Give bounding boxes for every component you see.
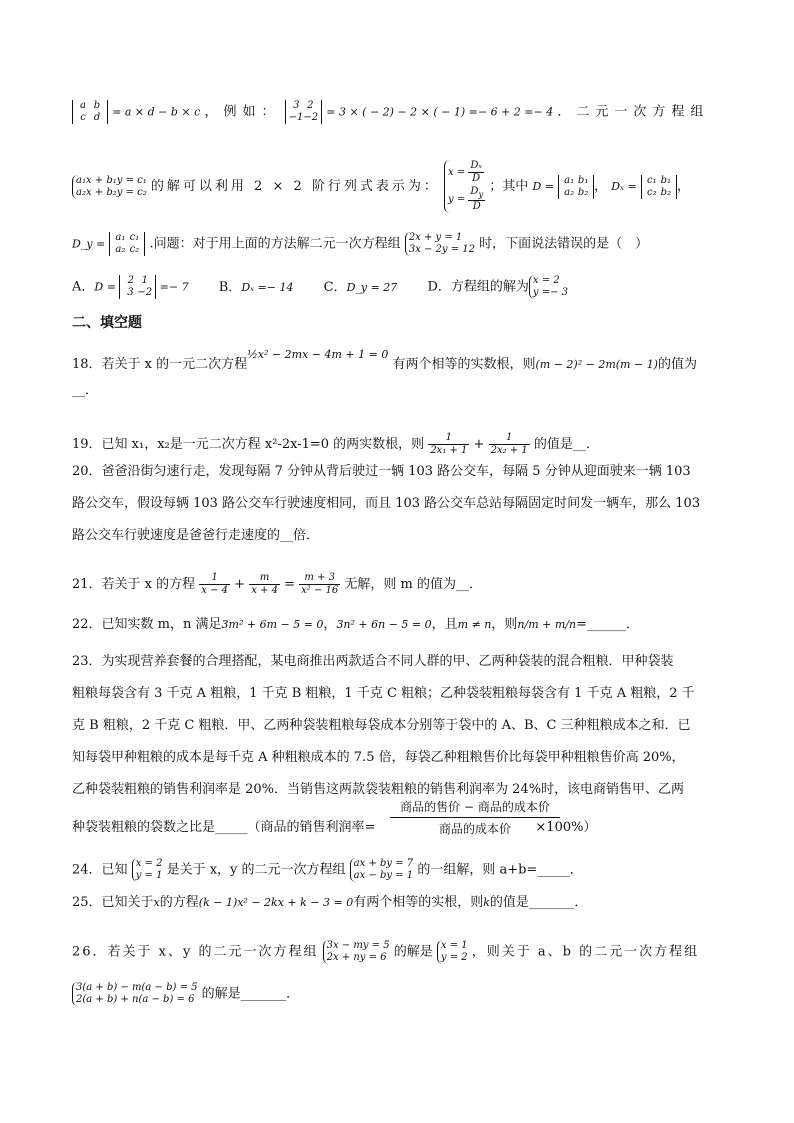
question-21: 21．若关于 x 的方程 $\frac{1}{x - 4}$ + $\frac{m}{x + 4}$ = $\frac{m + 3}{\text{x² − 16}}$ 无解，则 m 的值为__． [72,572,482,596]
question-24: 24．已知 x = 2 y = 1 是关于 x，y 的二元一次方程组 ax + by = 7 ax − by = 1 的一组解，则 a+b=_____． [72,858,583,881]
q17-line-2: a₁x + b₁y = c₁ a₂x + b₂y = c₂ 的解可以利用 2 × 2 阶行列式表示为： x = $\frac{\text{Dₓ}}{D}$ y = $\frac{D_y}{D}$ ；其中 D = a₁ b₁ a₂ b₂ ， Dₓ = c₁ b₁ c₂ b₂ ， [72,160,722,213]
question-26-line-2: 3(a + b) − m(a − b) = 5 2(a + b) + n(a − b) = 6 的解是_______． [72,982,722,1006]
question-23-line-1: 23．为实现营养套餐的合理搭配，某电商推出两款适合不同人群的甲、乙两种袋装的混合粗粮．甲种袋装 [72,654,674,669]
system-general: a₁x + b₁y = c₁ a₂x + b₂y = c₂ [72,175,147,199]
question-20-line-1: 20．爸爸沿街匀速行走，发现每隔 7 分钟从背后驶过一辆 103 路公交车，每隔 5 分钟从迎面驶来一辆 103 [72,464,691,479]
question-23-line-4: 知每袋甲种粗粮的成本是每千克 A 种粗粮成本的 7.5 倍，每袋乙种粗粮售价比每袋甲种粗粮售价高 20%， [72,750,685,765]
question-26-line-1: 26．若关于 x、y 的二元一次方程组 3x − my = 5 2x + ny = 6 的解是 x = 1 y = 2 ，则关于 a、b 的二元一次方程组 [72,940,700,963]
profit-rate-fraction: 商品的售价 − 商品的成本价 商品的成本价 [390,798,560,837]
question-18-blank: __． [72,383,99,398]
option-d: D．方程组的解为 x = 2 y =− 3 [427,275,569,298]
determinant-dy: a₁ c₁ a₂ c₂ [109,232,145,256]
question-20-line-2: 路公交车，假设每辆 103 路公交车行驶速度相同，而且 103 路公交车总站每隔固定时间发一辆车，那么 103 [72,496,701,511]
question-22: 22．已知实数 m，n 满足3m² + 6m − 5 = 0，3n² + 6n − 5 = 0，且m ≠ n，则n/m + m/n=______． [72,617,639,632]
section-heading: 二、填空题 [72,315,142,331]
question-18: 18．若关于 x 的一元二次方程$^{\frac{1}{2}x^2 - 2mx - 4m + 1 = 0}$ 有两个相等的实数根，则(m − 2)² − 2m(m − 1)的值为 [72,348,697,372]
question-25: 25．已知关于x的方程(k − 1)x² − 2kx + k − 3 = 0有两个相等的实根，则k的值是_______． [72,895,588,910]
question-23-line-3: 克 B 粗粮，2 千克 C 粗粮．甲、乙两种袋装粗粮每袋成本分别等于袋中的 A、B、C 三种粗粮成本之和．已 [72,718,691,733]
question-19: 19．已知 x₁，x₂是一元二次方程 x²-2x-1=0 的两实数根，则 $\frac{1}{\text{2x₁ + 1}}$ + $\frac{1}{\text{2x₂ + 1}}$ 的值是__． [72,432,599,456]
determinant-example: 3 2 −1−2 [285,100,323,124]
determinant-dx: c₁ b₁ c₂ b₂ [641,175,677,199]
option-c: C．D_y = 27 [323,279,398,295]
option-a: A．D = 2 1 3 −2 =− 7 [72,275,189,298]
solution-formula: x = $\frac{\text{Dₓ}}{D}$ y = $\frac{D_y}{D}$ [444,160,485,213]
question-20-line-3: 路公交车行驶速度是爸爸行走速度的__倍． [72,528,320,543]
question-23-line-2: 粗粮每袋含有 3 千克 A 粗粮，1 千克 B 粗粮，1 千克 C 粗粮；乙种袋装粗粮每袋含有 1 千克 A 粗粮，2 千 [72,686,695,701]
question-23-line-6: 种袋装粗粮的袋数之比是_____（商品的销售利润率= ×100%） [72,820,597,835]
q17-line-1: a b c d = a × d − b × c ，例如： 3 2 −1−2 = 3 × ( − 2) − 2 × ( − 1) =− 6 + 2 =− 4 ．二元一次方程组 [72,100,722,124]
question-system: 2x + y = 1 3x − 2y = 12 [405,232,475,256]
option-b: B．Dₓ =− 14 [218,279,294,295]
determinant-d: a₁ b₁ a₂ b₂ [558,175,594,199]
q17-options [72,275,722,299]
q17-line-3: D_y = a₁ c₁ a₂ c₂ .问题：对于用上面的方法解二元一次方程组 2x + y = 1 3x − 2y = 12 时，下面说法错误的是（ ） [72,232,649,255]
question-23-line-5: 乙种袋装粗粮的销售利润率是 20%．当销售这两款袋装粗粮的销售利润率为 24%时，该电商销售甲、乙两 [72,782,685,797]
determinant-definition: a b c d [72,100,108,124]
